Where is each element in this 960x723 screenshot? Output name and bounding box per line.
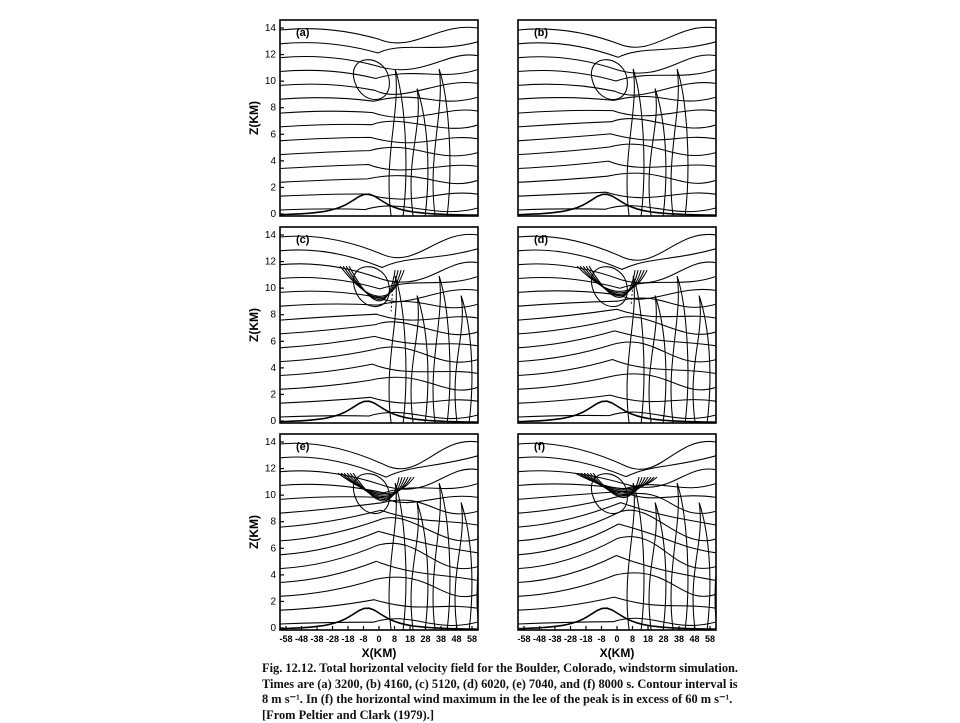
y-tick-label: 12 <box>264 463 276 475</box>
y-tick-label: 12 <box>264 256 276 268</box>
x-tick-label: 58 <box>466 634 478 644</box>
contour-line <box>518 597 716 610</box>
x-tick-label: -38 <box>310 634 324 644</box>
panel-label: (e) <box>296 441 310 453</box>
y-tick-label: 2 <box>270 182 276 194</box>
x-tick-label: 38 <box>435 634 447 644</box>
x-tick-label: -28 <box>563 634 578 644</box>
contour-lobe <box>411 503 428 630</box>
x-tick-label: 28 <box>658 634 669 644</box>
y-tick-label: 6 <box>270 129 276 141</box>
y-tick-label: 14 <box>264 437 276 448</box>
contour-line <box>280 314 478 320</box>
y-axis-title: Z(KM) <box>247 515 261 549</box>
x-tick-label: 48 <box>451 634 462 644</box>
contour-line <box>518 360 716 376</box>
y-tick-label: 2 <box>270 389 276 401</box>
contour-line <box>518 395 716 403</box>
contour-line <box>280 543 478 568</box>
y-tick-label: 4 <box>270 362 276 374</box>
panel-label: (f) <box>534 441 545 453</box>
y-tick-label: 4 <box>270 569 276 581</box>
x-tick-label: -48 <box>532 634 547 644</box>
caption-line-3: 8 m s⁻¹. In (f) the horizontal wind maximum in the lee of the peak is in excess of 60 m s⁻¹. <box>262 692 733 707</box>
contour-line <box>518 144 716 155</box>
x-tick-label: 38 <box>673 634 685 644</box>
contour-line <box>518 573 716 597</box>
x-tick-label: -28 <box>325 634 340 644</box>
contour-lobe <box>627 69 644 216</box>
panel-b <box>518 20 716 216</box>
contour-line <box>280 561 478 582</box>
x-tick-label: -8 <box>359 634 368 644</box>
contour-line <box>518 503 716 527</box>
caption-figure-number: Fig. 12.12. <box>262 661 317 675</box>
contour-line <box>518 83 716 96</box>
x-tick-label: 8 <box>391 634 398 644</box>
contour-lobe <box>649 296 666 423</box>
panel-e <box>247 434 494 660</box>
caption-text-1: Total horizontal velocity field for the Boulder, Colorado, windstorm simulation. <box>319 661 739 675</box>
panel-a <box>247 20 478 220</box>
contour-line <box>518 262 716 283</box>
x-tick-label: -18 <box>579 634 593 644</box>
y-axis-title: Z(KM) <box>247 308 261 342</box>
y-tick-label: 0 <box>270 416 276 427</box>
panel-f <box>517 434 731 660</box>
y-tick-label: 0 <box>270 209 276 220</box>
contour-line <box>280 347 478 362</box>
contour-line <box>280 456 478 477</box>
contour-line <box>280 397 478 403</box>
x-tick-label: 18 <box>404 634 416 644</box>
x-axis-title: X(KM) <box>361 646 397 660</box>
panel-c <box>247 227 478 427</box>
contour-lobe <box>715 483 732 630</box>
caption-line-4: [From Peltier and Clark (1979).] <box>262 707 434 722</box>
contour-line <box>280 137 478 142</box>
panel-label: (d) <box>534 234 549 246</box>
contour-line <box>280 176 478 184</box>
y-tick-label: 14 <box>264 230 276 241</box>
contour-line <box>280 469 478 489</box>
panel-label: (a) <box>296 27 310 39</box>
contour-line <box>280 302 478 308</box>
x-tick-label: 18 <box>642 634 654 644</box>
contour-lobe <box>693 296 710 423</box>
contour-line <box>280 441 478 468</box>
x-tick-label: -58 <box>279 634 293 644</box>
contour-line <box>280 55 478 70</box>
contour-line <box>518 456 716 477</box>
contour-lobe <box>455 296 472 423</box>
contour-line <box>280 234 478 257</box>
caption-line-1 <box>262 661 739 677</box>
contour-line <box>280 70 478 79</box>
y-tick-label: 6 <box>270 543 276 555</box>
contour-line <box>518 469 716 487</box>
y-tick-label: 6 <box>270 336 276 348</box>
x-tick-label: 48 <box>689 634 700 644</box>
y-axis-title: Z(KM) <box>247 101 261 135</box>
contour-line <box>518 374 716 390</box>
x-tick-label: -18 <box>341 634 355 644</box>
contour-line <box>280 577 478 597</box>
x-tick-label: 8 <box>629 634 636 644</box>
contour-line <box>518 42 716 58</box>
contour-line <box>518 110 716 116</box>
contour-line <box>280 364 478 375</box>
contour-line <box>280 83 478 95</box>
x-tick-label: 58 <box>704 634 716 644</box>
y-tick-label: 10 <box>264 490 276 502</box>
y-tick-label: 4 <box>270 155 276 167</box>
contour-line <box>280 600 478 611</box>
contour-lobe <box>433 483 450 630</box>
y-tick-label: 14 <box>264 23 276 34</box>
contour-line <box>280 249 478 268</box>
contour-lobe <box>477 483 494 630</box>
contour-lobe <box>389 276 406 423</box>
contour-line <box>518 249 716 270</box>
contour-line <box>280 165 478 170</box>
x-tick-label: 28 <box>420 634 431 644</box>
x-axis-title: X(KM) <box>599 646 635 660</box>
contour-line <box>518 441 716 469</box>
contour-lobe <box>411 296 428 423</box>
contour-line <box>518 70 716 82</box>
x-tick-label: -8 <box>597 634 606 644</box>
contour-lobe <box>389 483 406 630</box>
panel-label: (b) <box>534 27 549 39</box>
contour-line <box>518 192 716 197</box>
y-tick-label: 12 <box>264 49 276 61</box>
y-tick-label: 8 <box>270 309 276 321</box>
contour-line <box>280 27 478 43</box>
contour-line <box>280 377 478 390</box>
contour-line <box>280 500 478 514</box>
y-tick-label: 10 <box>264 283 276 295</box>
contour-line <box>280 484 478 493</box>
panel-d <box>518 227 716 423</box>
y-tick-label: 10 <box>264 76 276 88</box>
contour-line <box>518 556 716 583</box>
caption-line-2: Times are (a) 3200, (b) 4160, (c) 5120, (d) 6020, (e) 7040, and (f) 8000 s. Contour interval is <box>262 676 738 691</box>
panel-label: (c) <box>296 234 310 246</box>
contour-line <box>518 173 716 183</box>
x-tick-label: 0 <box>614 634 620 644</box>
y-tick-label: 0 <box>270 623 276 634</box>
contour-line <box>518 134 716 141</box>
contour-line <box>280 110 478 117</box>
contour-line <box>280 147 478 155</box>
contour-lobe <box>455 503 472 630</box>
contour-line <box>280 262 478 282</box>
contour-lobe <box>649 503 666 630</box>
y-tick-label: 8 <box>270 102 276 114</box>
x-tick-label: -58 <box>517 634 531 644</box>
contour-line <box>518 161 716 168</box>
y-tick-label: 2 <box>270 596 276 608</box>
contour-line <box>280 42 478 53</box>
x-tick-label: -48 <box>294 634 309 644</box>
x-tick-label: -38 <box>548 634 562 644</box>
x-tick-label: 0 <box>376 634 382 644</box>
y-tick-label: 8 <box>270 516 276 528</box>
figure-caption <box>262 661 739 723</box>
contour-line <box>280 336 478 347</box>
